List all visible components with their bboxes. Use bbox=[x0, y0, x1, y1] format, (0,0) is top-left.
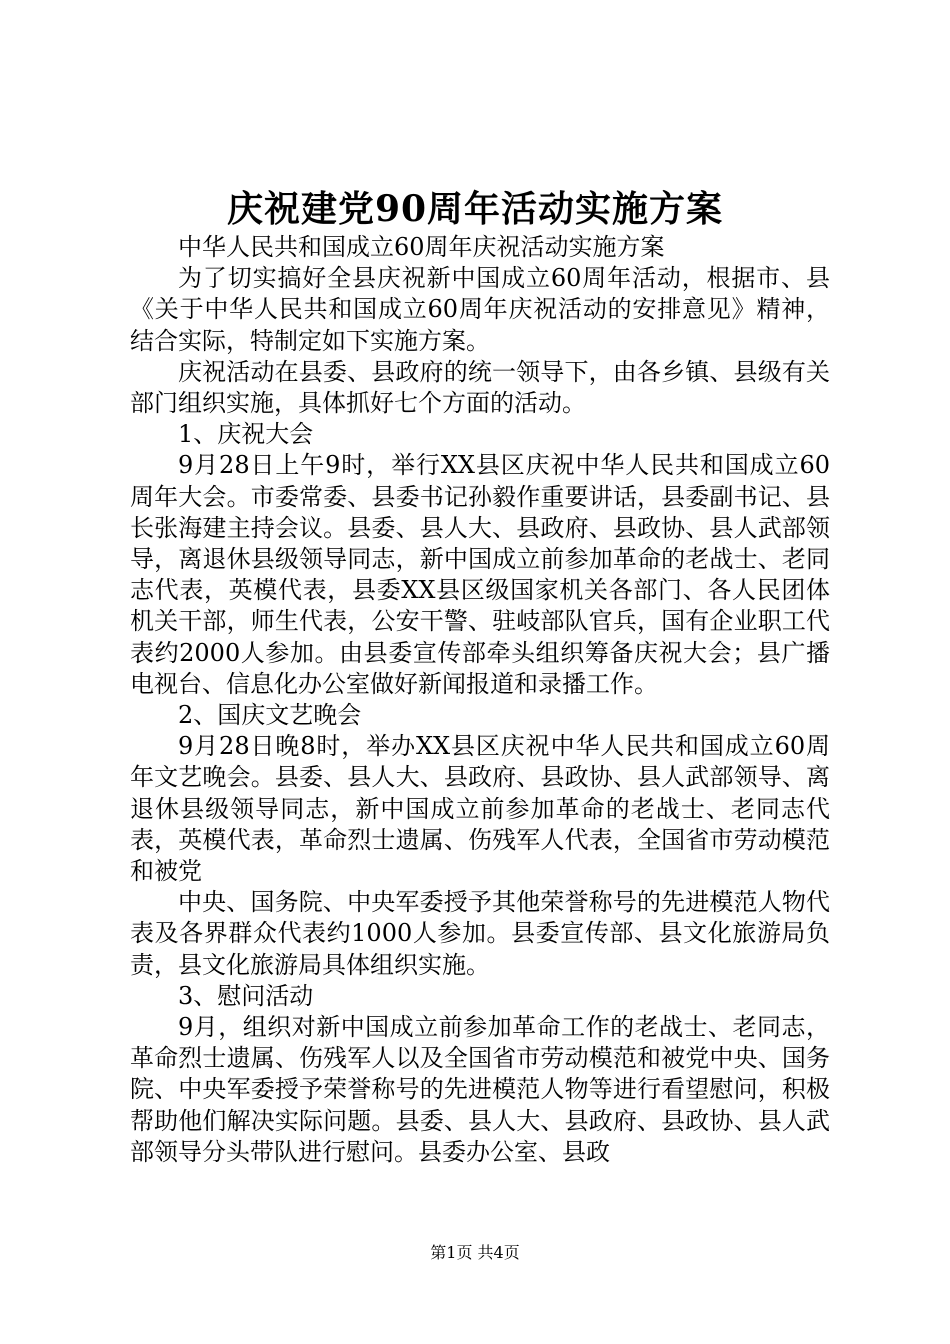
paragraph: 庆祝活动在县委、县政府的统一领导下，由各乡镇、县级有关部门组织实施，具体抓好七个方面的活动。 bbox=[130, 357, 830, 418]
paragraph: 为了切实搞好全县庆祝新中国成立60周年活动，根据市、县《关于中华人民共和国成立60周年庆祝活动的安排意见》精神，结合实际，特制定如下实施方案。 bbox=[130, 264, 830, 355]
section-heading: 3、慰问活动 bbox=[178, 981, 314, 1010]
paragraph: 中华人民共和国成立60周年庆祝活动实施方案 bbox=[178, 233, 665, 261]
paragraph: 中央、国务院、中央军委授予其他荣誉称号的先进模范人物代表及各界群众代表约1000人参加。县委宣传部、县文化旅游局负责，县文化旅游局具体组织实施。 bbox=[130, 888, 830, 979]
paragraph: 9月28日上午9时，举行XX县区庆祝中华人民共和国成立60周年大会。市委常委、县委书记孙毅作重要讲话，县委副书记、县长张海建主持会议。县委、县人大、县政府、县政协、县人武部领导，离退休县级领导同志，新中国成立前参加革命的老战士、老同志代表，英模代表，县委XX县区级国家机关各部门、各人民团体机关干部，师生代表，公安干警、驻岐部队官兵，国有企业职工代表约2000人参加。由县委宣传部牵头组织筹备庆祝大会；县广播电视台、信息化办公室做好新闻报道和录播工作。 bbox=[130, 451, 830, 698]
document-body bbox=[130, 232, 830, 1168]
section-heading: 2、国庆文艺晚会 bbox=[178, 701, 362, 730]
section-heading: 1、庆祝大会 bbox=[178, 420, 314, 449]
paragraph: 9月28日晚8时，举办XX县区庆祝中华人民共和国成立60周年文艺晚会。县委、县人大、县政府、县政协、县人武部领导、离退休县级领导同志，新中国成立前参加革命的老战士、老同志代表，英模代表，革命烈士遗属、伤残军人代表，全国省市劳动模范和被党 bbox=[130, 732, 830, 886]
page-footer: 第1页 共4页 bbox=[430, 1243, 520, 1262]
paragraph: 9月，组织对新中国成立前参加革命工作的老战士、老同志，革命烈士遗属、伤残军人以及全国省市劳动模范和被党中央、国务院、中央军委授予荣誉称号的先进模范人物等进行看望慰问，积极帮助他们解决实际问题。县委、县人大、县政府、县政协、县人武部领导分头带队进行慰问。县委办公室、县政 bbox=[130, 1013, 830, 1166]
document-title: 庆祝建党90周年活动实施方案 bbox=[226, 188, 724, 230]
